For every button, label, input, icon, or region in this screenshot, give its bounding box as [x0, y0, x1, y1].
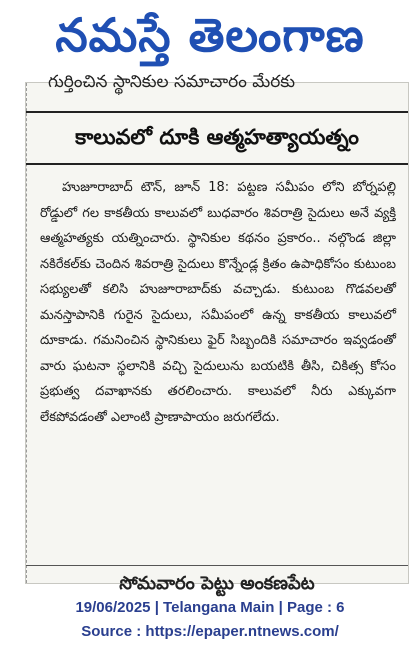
headline-bottom-rule — [26, 163, 408, 165]
source-link[interactable]: Source : https://epaper.ntnews.com/ — [81, 623, 339, 640]
previous-article-tail — [26, 72, 408, 105]
newspaper-logo: నమస్తే తెలంగాణ — [55, 8, 365, 62]
source-footer — [0, 596, 420, 644]
headline-top-rule — [26, 111, 408, 113]
edition-info: 19/06/2025 | Telangana Main | Page : 6 — [75, 599, 345, 616]
article-headline: కాలువలో దూకి ఆత్మహత్యాయత్నం — [75, 125, 359, 149]
next-article-head — [26, 567, 408, 594]
masthead — [0, 0, 420, 70]
article-body: హుజూరాబాద్ టౌన్, జూన్ 18: పట్టణ సమీపం లోని బోర్నపల్లి రోడ్డులో గల కాకతీయ కాలువలో బుధవారం శివరాత్రి సైదులు అనే వ్యక్తి ఆత్మహత్యకు యత్నించారు. స్థానికుల కథనం ప్రకారం.. నల్గొండ జిల్లా నకిరేకల్‌కు చెందిన శివరాత్రి సైదులు కొన్నేండ్ల క్రితం ఉపాధికోసం కుటుంబ సభ్యులతో కలిసి హుజూరాబాద్‌కు వచ్చాడు. కుటుంబ గొడవలతో మనస్తాపానికి గురైన సైదులు, సమీపంలో ఉన్న కాకతీయ కాలువలో దూకాడు. గమనించిన స్థానికులు ఫైర్ సిబ్బందికి సమాచారం ఇవ్వడంతో వారు ఘటనా స్థలానికి వచ్చి సైదులును బయటికి తీసి, చికిత్స కోసం ప్రభుత్వ దవాఖానకు తరలించారు. కాలువలో నీరు ఎక్కువగా లేకపోవడంతో ఎలాంటి ప్రాణాపాయం జరుగలేదు. — [40, 180, 396, 425]
previous-article-text: గుర్తించిన స్థానికుల సమాచారం మేరకు — [48, 72, 296, 92]
next-article-headline: సోమవారం పెట్టు అంకణపేట — [119, 573, 315, 594]
news-clipping — [25, 72, 409, 594]
column-divider — [26, 83, 28, 583]
next-article-rule — [26, 565, 408, 566]
